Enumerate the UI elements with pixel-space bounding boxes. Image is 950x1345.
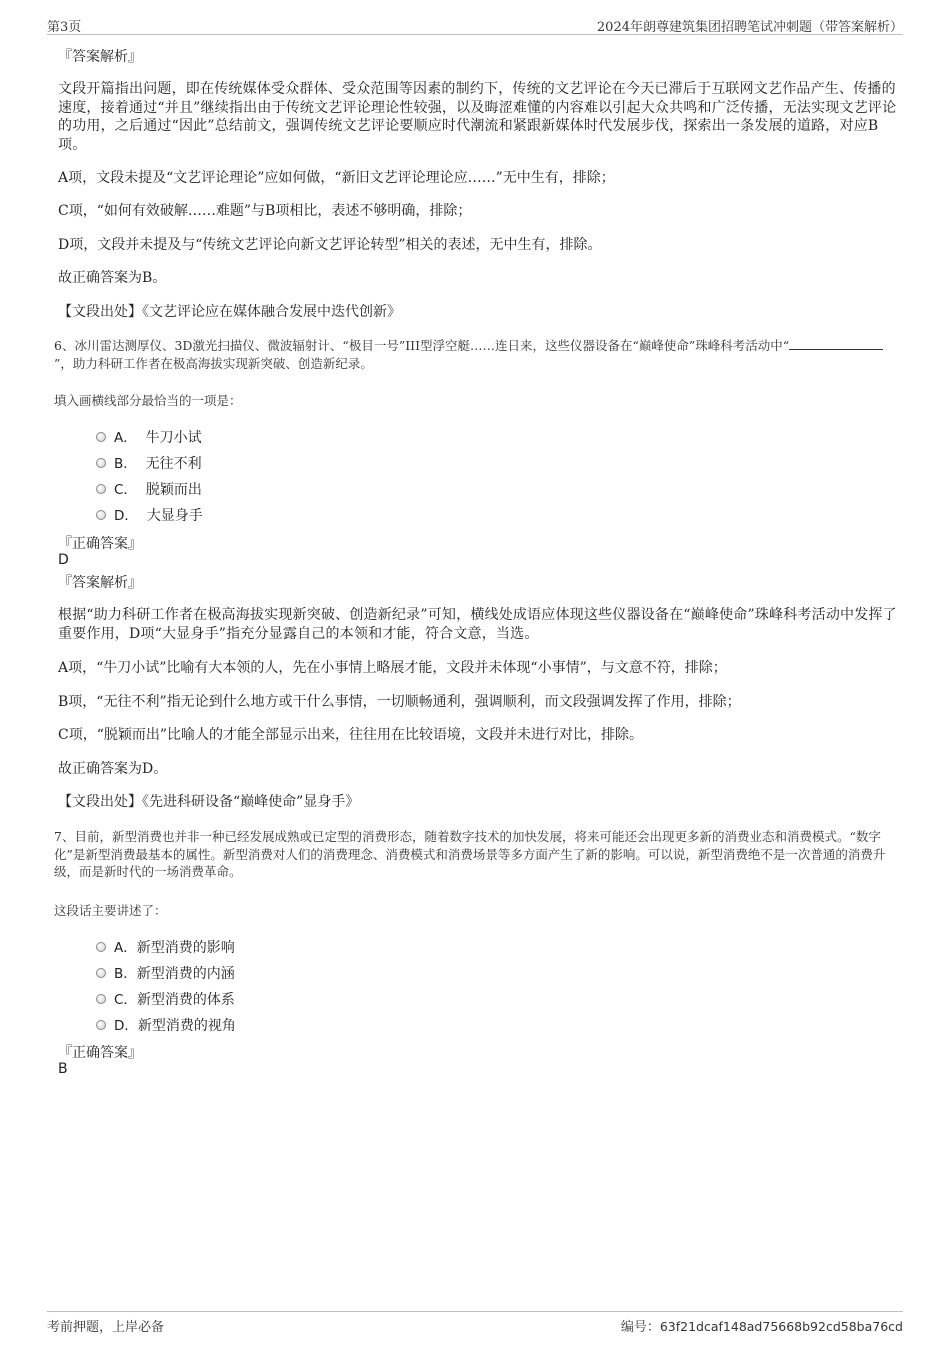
analysis-line-c: C项，“脱颖而出”比喻人的才能全部显示出来，往往用在比较语境，文段并未进行对比，排除。	[58, 727, 644, 743]
radio-icon[interactable]	[96, 510, 106, 520]
radio-icon[interactable]	[96, 942, 106, 952]
question-6-stem-part2: ”，助力科研工作者在极高海拔实现新突破、创造新纪录。	[54, 355, 373, 371]
page-header	[47, 14, 903, 35]
question-6-stem	[54, 337, 899, 372]
analysis-line-d: D项，文段并未提及与“传统文艺评论向新文艺评论转型”相关的表述，无中生有，排除。	[58, 237, 602, 253]
option-c[interactable]: C．新型消费的体系	[96, 988, 235, 1010]
option-d[interactable]: D． 大显身手	[96, 504, 203, 526]
analysis-label: 『答案解析』	[58, 575, 142, 591]
option-a[interactable]: A． 牛刀小试	[96, 426, 202, 448]
analysis-line-a: A项，“牛刀小试”比喻有大本领的人，先在小事情上略展才能，文段并未体现“小事情”，与文意不符，排除；	[58, 660, 727, 676]
fill-blank	[789, 337, 883, 350]
radio-icon[interactable]	[96, 484, 106, 494]
option-b[interactable]: B．新型消费的内涵	[96, 962, 235, 984]
analysis-line-c: C项，“如何有效破解……难题”与B项相比，表述不够明确，排除；	[58, 203, 472, 219]
radio-icon[interactable]	[96, 432, 106, 442]
radio-icon[interactable]	[96, 458, 106, 468]
page-number: 第3页	[47, 20, 82, 35]
analysis-label: 『答案解析』	[58, 49, 142, 65]
document-title: 2024年朗尊建筑集团招聘笔试冲刺题（带答案解析）	[596, 20, 903, 35]
page-footer	[47, 1311, 903, 1334]
analysis-line-a: A项，文段未提及“文艺评论理论”应如何做，“新旧文艺评论理论应……”无中生有，排除；	[58, 170, 615, 186]
source-citation: 【文段出处】《文艺评论应在媒体融合发展中迭代创新》	[58, 304, 401, 320]
analysis-line-b: B项，“无往不利”指无论到什么地方或干什么事情，一切顺畅通利，强调顺利，而文段强调发挥了作用，排除；	[58, 694, 741, 710]
answer-summary: 故正确答案为D。	[58, 761, 168, 777]
radio-icon[interactable]	[96, 968, 106, 978]
correct-answer-label: 『正确答案』	[58, 536, 142, 552]
option-b[interactable]: B． 无往不利	[96, 452, 202, 474]
option-d[interactable]: D．新型消费的视角	[96, 1014, 236, 1036]
correct-answer-label: 『正确答案』	[58, 1045, 142, 1061]
question-7-prompt: 这段话主要讲述了：	[54, 903, 167, 918]
answer-summary: 故正确答案为B。	[58, 270, 167, 286]
source-citation: 【文段出处】《先进科研设备“巅峰使命”显身手》	[58, 794, 360, 810]
question-6-prompt: 填入画横线部分最恰当的一项是：	[54, 393, 242, 408]
analysis-text: 文段开篇指出问题，即在传统媒体受众群体、受众范围等因素的制约下，传统的文艺评论在今天已滞后于互联网文艺作品产生、传播的速度，接着通过“并且”继续指出由于传统文艺评论理论性较强，以及晦涩难懂的内容难以引起大众共鸣和广泛传播，无法实现文艺评论的功用，之后通过“因此”总结前文，强调传统文艺评论要顺应时代潮流和紧跟新媒体时代发展步伐，探索出一条发展的道路，对应B项。	[58, 81, 897, 153]
correct-answer: D	[58, 552, 69, 568]
correct-answer: B	[58, 1061, 68, 1077]
footer-slogan: 考前押题，上岸必备	[47, 1320, 165, 1335]
analysis-text: 根据“助力科研工作者在极高海拔实现新突破、创造新纪录”可知，横线处成语应体现这些仪器设备在“巅峰使命”珠峰科考活动中发挥了重要作用，D项“大显身手”指充分显露自己的本领和才能，符合文意，当选。	[58, 607, 897, 642]
radio-icon[interactable]	[96, 994, 106, 1004]
question-7-stem: 7、目前，新型消费也并非一种已经发展成熟或已定型的消费形态，随着数字技术的加快发展，将来可能还会出现更多新的消费业态和消费模式。“数字化”是新型消费最基本的属性。新型消费对人们的消费理念、消费模式和消费场景等多方面产生了新的影响。可以说，新型消费绝不是一次普通的消费升级，而是新时代的一场消费革命。	[54, 829, 886, 879]
radio-icon[interactable]	[96, 1020, 106, 1030]
document-code: 编号：63f21dcaf148ad75668b92cd58ba76cd	[620, 1319, 903, 1335]
option-a[interactable]: A．新型消费的影响	[96, 936, 235, 958]
question-6-stem-part1: 6、冰川雷达测厚仪、3D激光扫描仪、微波辐射计、“极目一号”III型浮空艇……连日来，这些仪器设备在“巅峰使命”珠峰科考活动中“	[54, 338, 790, 353]
option-c[interactable]: C． 脱颖而出	[96, 478, 202, 500]
